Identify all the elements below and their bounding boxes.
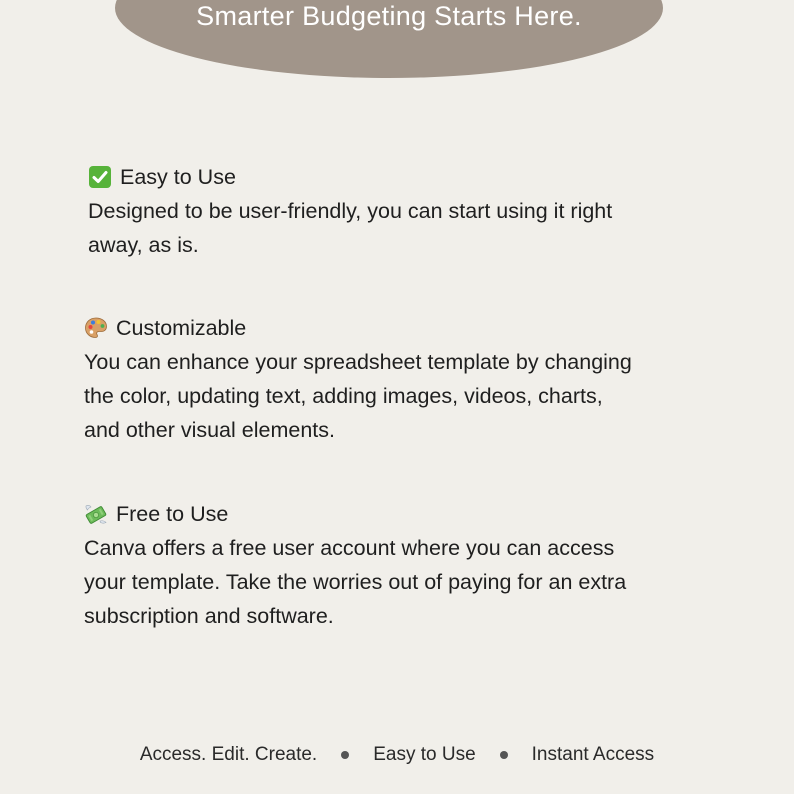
feature-title: Easy to Use — [120, 165, 236, 189]
feature-heading — [84, 311, 632, 345]
footer-item: Easy to Use — [373, 744, 476, 765]
feature-free-to-use — [84, 497, 626, 633]
feature-description: Designed to be user-friendly, you can start using it right away, as is. — [88, 199, 613, 257]
bullet-dot-icon — [500, 751, 508, 759]
feature-description: You can enhance your spreadsheet template by changing the color, updating text, adding images, videos, charts, and other visual elements. — [84, 350, 632, 442]
feature-heading — [88, 160, 612, 194]
footer-tagline — [0, 744, 794, 766]
check-mark-icon — [88, 165, 112, 189]
footer-item: Instant Access — [531, 744, 655, 765]
feature-title: Customizable — [116, 316, 247, 340]
feature-easy-to-use — [88, 160, 612, 262]
feature-title: Free to Use — [116, 502, 229, 526]
bullet-dot-icon — [341, 751, 349, 759]
money-wings-icon — [84, 502, 108, 526]
feature-customizable — [84, 311, 632, 447]
banner-title: Smarter Budgeting Starts Here. — [196, 1, 582, 31]
feature-description: Canva offers a free user account where you can access your template. Take the worries out of paying for an extra subscription and software. — [84, 536, 627, 628]
feature-heading — [84, 497, 626, 531]
footer-item: Access. Edit. Create. — [139, 744, 318, 765]
artist-palette-icon — [84, 316, 108, 340]
header-banner — [115, 0, 663, 78]
